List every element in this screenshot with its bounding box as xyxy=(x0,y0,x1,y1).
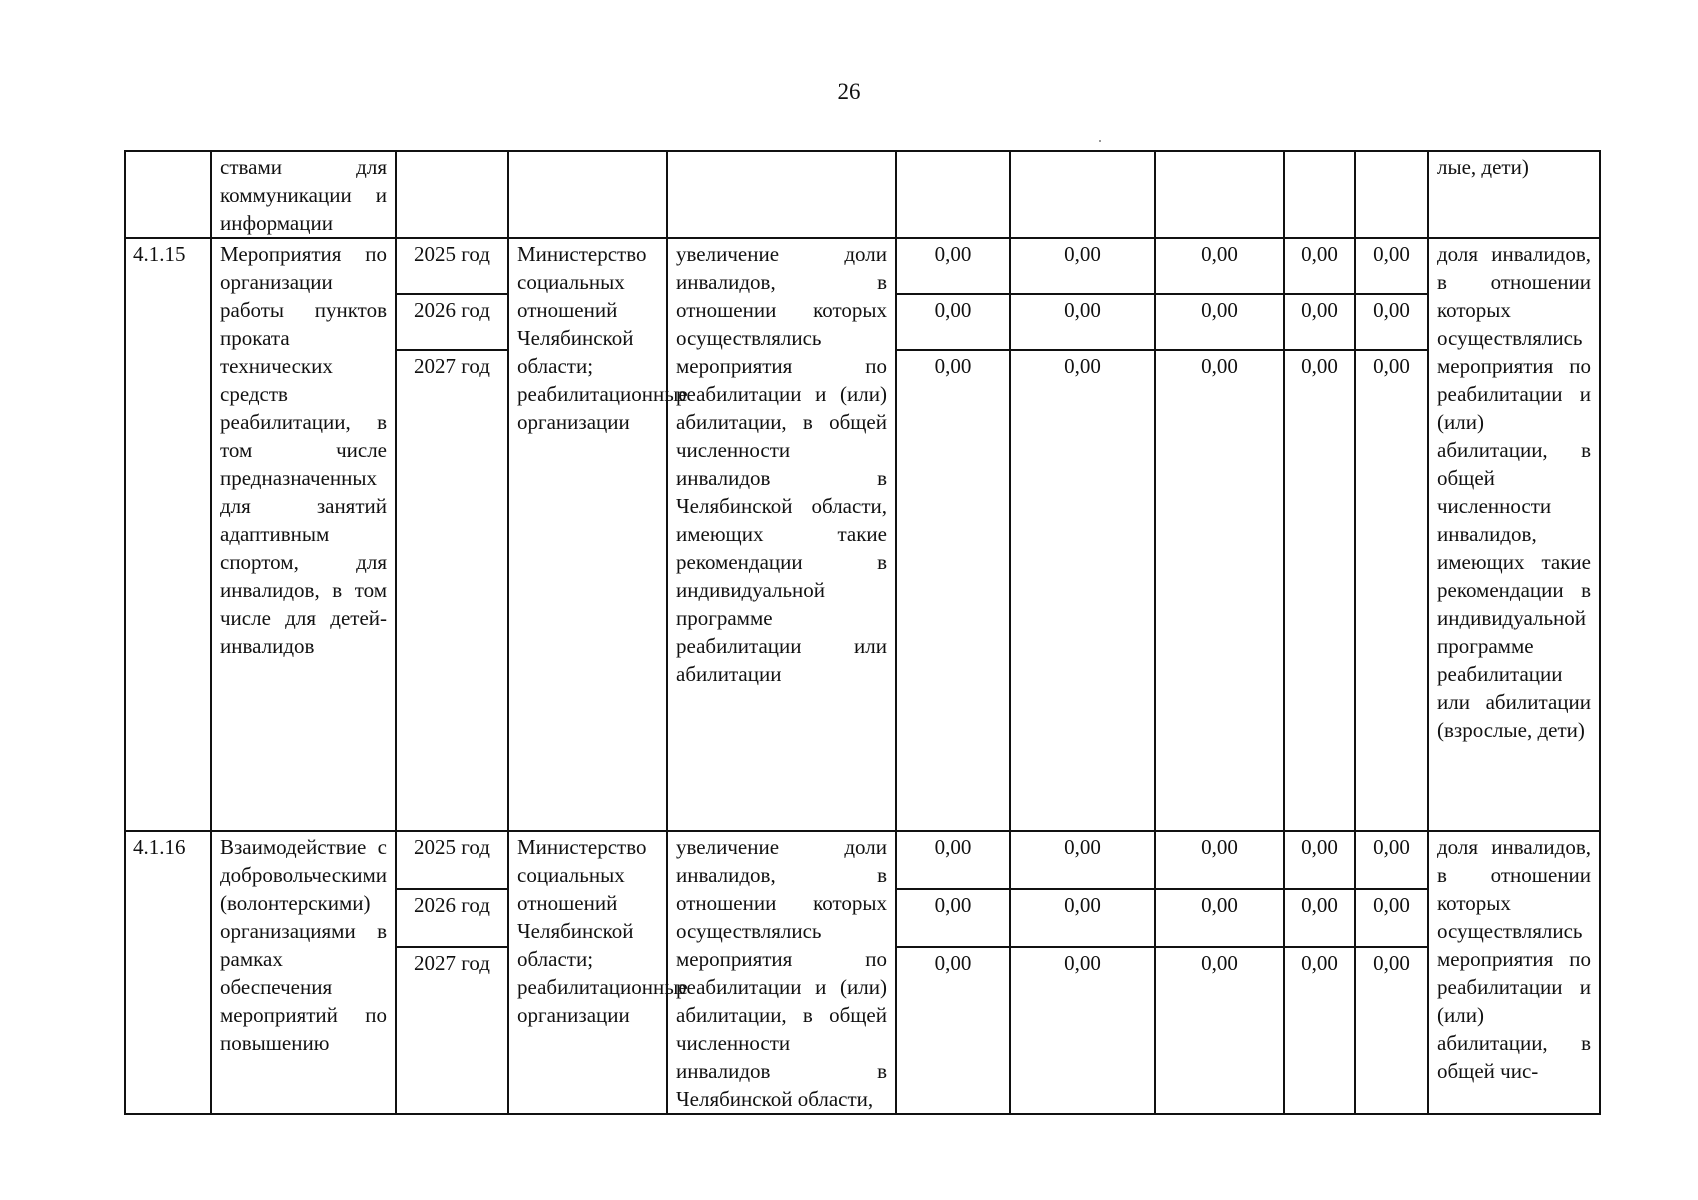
funding-value: 0,00 xyxy=(1155,294,1284,350)
funding-value: 0,00 xyxy=(1010,238,1155,294)
funding-value: 0,00 xyxy=(896,947,1010,1114)
funding-value: 0,00 xyxy=(1355,889,1428,947)
funding-value: 0,00 xyxy=(896,831,1010,889)
funding-value: 0,00 xyxy=(1010,350,1155,831)
measure-year: 2025 год xyxy=(396,238,508,294)
funding-value: 0,00 xyxy=(1010,947,1155,1114)
funding-value: 0,00 xyxy=(1355,350,1428,831)
table-row xyxy=(125,831,1600,889)
continuation-value-cell-5 xyxy=(1355,151,1428,238)
funding-value: 0,00 xyxy=(1155,831,1284,889)
funding-value: 0,00 xyxy=(1155,350,1284,831)
funding-value: 0,00 xyxy=(896,889,1010,947)
measure-executor: Министерство социальных отношений Челябинской области; реабилитационные организации xyxy=(508,831,667,1114)
funding-value: 0,00 xyxy=(896,350,1010,831)
continuation-code-cell xyxy=(125,151,211,238)
target-indicator: доля инвалидов, в отношении которых осуществлялись мероприятия по реабилитации и (или) абилитации, в общей численности инвалидов, имеющих такие рекомендации в индивидуальной программе реабилитации или абилитации (взрослые, дети) xyxy=(1428,238,1600,831)
continuation-indicator-cell: лые, дети) xyxy=(1428,151,1600,238)
funding-value: 0,00 xyxy=(896,294,1010,350)
funding-value: 0,00 xyxy=(1355,294,1428,350)
measure-name: Мероприятия по организации работы пунктов проката технических средств реабилитации, в том числе предназначенных для занятий адаптивным спортом, для инвалидов, в том числе для детей-инвалидов xyxy=(211,238,396,831)
funding-value: 0,00 xyxy=(1155,947,1284,1114)
funding-value: 0,00 xyxy=(1284,889,1355,947)
funding-value: 0,00 xyxy=(1284,294,1355,350)
continuation-row xyxy=(125,151,1600,238)
continuation-year-cell xyxy=(396,151,508,238)
funding-value: 0,00 xyxy=(896,238,1010,294)
page-number: 26 xyxy=(837,79,861,104)
funding-value: 0,00 xyxy=(1010,889,1155,947)
continuation-executor-cell xyxy=(508,151,667,238)
continuation-name-cell: ствами для коммуникации и информации xyxy=(211,151,396,238)
measure-year: 2026 год xyxy=(396,889,508,947)
target-indicator: доля инвалидов, в отношении которых осуществлялись мероприятия по реабилитации и (или) абилитации, в общей чис- xyxy=(1428,831,1600,1114)
funding-value: 0,00 xyxy=(1155,889,1284,947)
program-measures-table xyxy=(124,150,1601,1115)
funding-value: 0,00 xyxy=(1284,350,1355,831)
funding-value: 0,00 xyxy=(1284,238,1355,294)
funding-value: 0,00 xyxy=(1355,238,1428,294)
funding-value: 0,00 xyxy=(1284,947,1355,1114)
table-row xyxy=(125,238,1600,294)
measure-year: 2027 год xyxy=(396,947,508,1114)
continuation-value-cell-4 xyxy=(1284,151,1355,238)
measure-result: увеличение доли инвалидов, в отношении которых осуществлялись мероприятия по реабилитации и (или) абилитации, в общей численности инвалидов в Челябинской области, имеющих такие рекомендации в индивидуальной программе реабилитации или абилитации xyxy=(667,238,896,831)
funding-value: 0,00 xyxy=(1010,831,1155,889)
measure-code: 4.1.15 xyxy=(125,238,211,831)
continuation-value-cell-2 xyxy=(1010,151,1155,238)
continuation-result-cell xyxy=(667,151,896,238)
measure-executor: Министерство социальных отношений Челябинской области; реабилитационные организации xyxy=(508,238,667,831)
scan-dot xyxy=(1099,140,1101,142)
funding-value: 0,00 xyxy=(1010,294,1155,350)
measure-year: 2026 год xyxy=(396,294,508,350)
continuation-value-cell-3 xyxy=(1155,151,1284,238)
continuation-value-cell-1 xyxy=(896,151,1010,238)
measure-name: Взаимодействие с добровольческими (волонтерскими) организациями в рамках обеспечения мероприятий по повышению xyxy=(211,831,396,1114)
measure-result: увеличение доли инвалидов, в отношении которых осуществлялись мероприятия по реабилитации и (или) абилитации, в общей численности инвалидов в Челябинской области, xyxy=(667,831,896,1114)
measure-year: 2027 год xyxy=(396,350,508,831)
funding-value: 0,00 xyxy=(1355,831,1428,889)
measure-year: 2025 год xyxy=(396,831,508,889)
funding-value: 0,00 xyxy=(1355,947,1428,1114)
funding-value: 0,00 xyxy=(1155,238,1284,294)
measure-code: 4.1.16 xyxy=(125,831,211,1114)
funding-value: 0,00 xyxy=(1284,831,1355,889)
